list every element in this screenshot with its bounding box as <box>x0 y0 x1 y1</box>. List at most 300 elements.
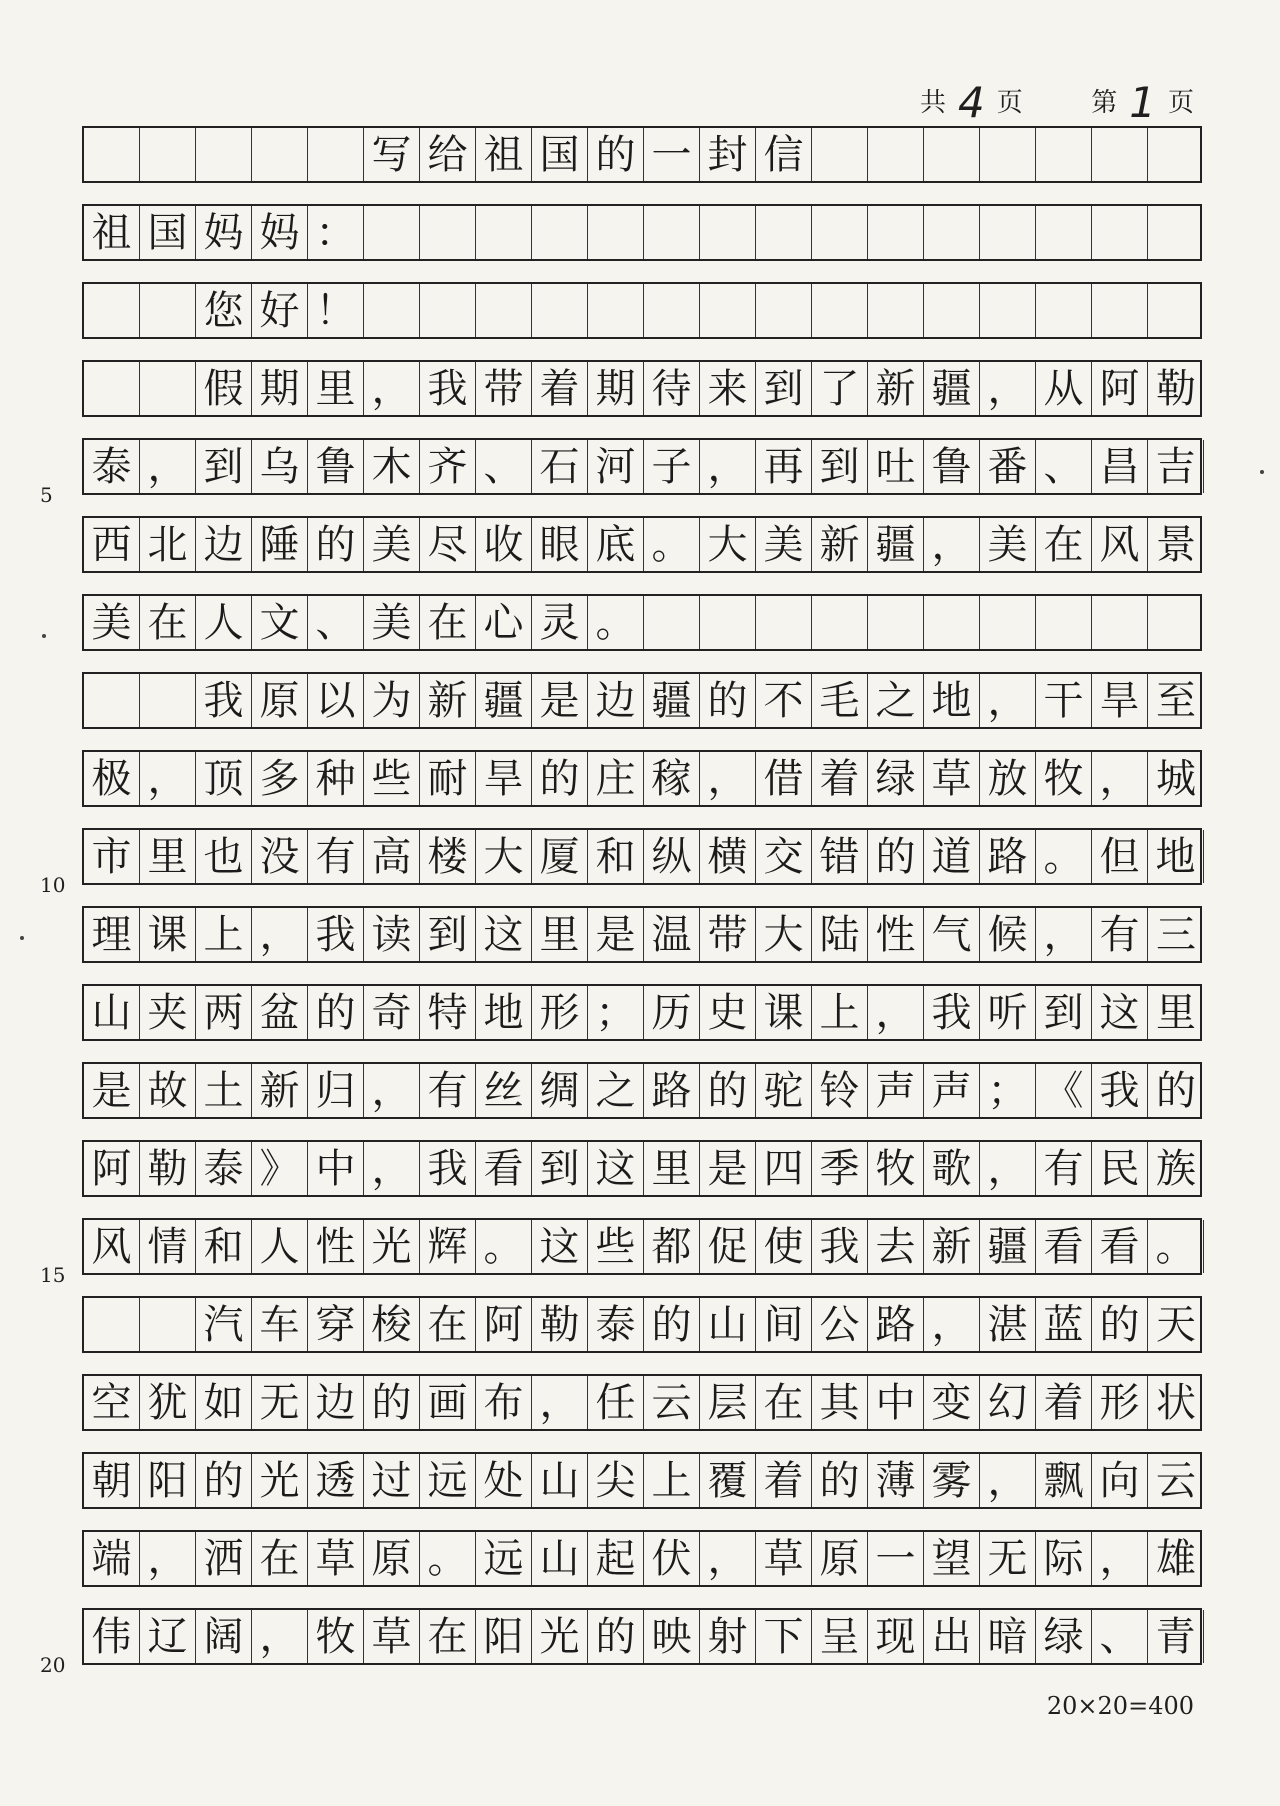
grid-cell <box>868 284 924 337</box>
grid-cell: 薄 <box>868 1454 924 1507</box>
grid-cell <box>1036 596 1092 649</box>
grid-cell: 一 <box>644 128 700 181</box>
grid-cell: 青 <box>1148 1610 1204 1663</box>
grid-cell: 祖 <box>476 128 532 181</box>
grid-cell: 、 <box>1092 1610 1148 1663</box>
grid-cell: 我 <box>196 674 252 727</box>
grid-cell: 光 <box>532 1610 588 1663</box>
grid-cell: 无 <box>252 1376 308 1429</box>
grid-cell <box>1148 284 1204 337</box>
grid-cell <box>532 206 588 259</box>
grid-cell: 里 <box>140 830 196 883</box>
grid-cell: 大 <box>756 908 812 961</box>
grid-cell: 以 <box>308 674 364 727</box>
grid-cell: 这 <box>588 1142 644 1195</box>
grid-cell <box>140 674 196 727</box>
grid-row <box>82 1530 1202 1587</box>
grid-cell: ， <box>364 362 420 415</box>
grid-cell: 心 <box>476 596 532 649</box>
grid-cell: 尽 <box>420 518 476 571</box>
grid-cell: 了 <box>812 362 868 415</box>
grid-cell <box>1148 206 1204 259</box>
grid-cell: 这 <box>476 908 532 961</box>
grid-cell: 至 <box>1156 677 1196 724</box>
grid-cell: 市 <box>84 830 140 883</box>
grid-cell: 番 <box>980 440 1036 493</box>
grid-cell: 原 <box>364 1532 420 1585</box>
grid-cell <box>812 128 868 181</box>
grid-cell: 现 <box>868 1610 924 1663</box>
grid-cell: 风 <box>1092 518 1148 571</box>
grid-cell: 下 <box>756 1610 812 1663</box>
grid-cell: 新 <box>868 362 924 415</box>
grid-cell: 画 <box>420 1376 476 1429</box>
grid-cell: 望 <box>924 1532 980 1585</box>
grid-cell <box>84 1298 140 1351</box>
grid-cell: 楼 <box>420 830 476 883</box>
grid-cell: 起 <box>588 1532 644 1585</box>
grid-cell: 如 <box>196 1376 252 1429</box>
grid-cell <box>980 284 1036 337</box>
grid-cell <box>84 362 140 415</box>
grid-cell: 湛 <box>980 1298 1036 1351</box>
grid-cell: ， <box>140 1532 196 1585</box>
grid-cell <box>1148 596 1204 649</box>
grid-cell <box>924 596 980 649</box>
grid-cell: 到 <box>420 908 476 961</box>
grid-cell: 性 <box>868 908 924 961</box>
grid-cell: 疆 <box>980 1220 1036 1273</box>
grid-cell: 中 <box>868 1376 924 1429</box>
grid-cell: 气 <box>924 908 980 961</box>
grid-cell: 信 <box>756 128 812 181</box>
grid-cell: 泰 <box>196 1142 252 1195</box>
grid-cell: 绸 <box>532 1064 588 1117</box>
grid-cell: 旱 <box>476 752 532 805</box>
page-header <box>920 78 1196 127</box>
grid-cell <box>420 284 476 337</box>
grid-cell: 土 <box>196 1064 252 1117</box>
grid-cell: 里 <box>308 362 364 415</box>
grid-cell: 是 <box>588 908 644 961</box>
grid-cell: 尖 <box>588 1454 644 1507</box>
grid-cell <box>980 206 1036 259</box>
grid-cell: 阿 <box>476 1298 532 1351</box>
grid-row <box>82 750 1202 807</box>
grid-cell: 呈 <box>812 1610 868 1663</box>
grid-cell: 。 <box>588 596 644 649</box>
grid-cell <box>196 128 252 181</box>
grid-cell <box>700 206 756 259</box>
grid-cell: 两 <box>196 986 252 1039</box>
grid-cell: 种 <box>308 752 364 805</box>
grid-cell: ： <box>308 206 364 259</box>
grid-cell: 的 <box>588 1610 644 1663</box>
grid-cell: 顶 <box>196 752 252 805</box>
grid-cell: 、 <box>476 440 532 493</box>
grid-cell: 路 <box>980 830 1036 883</box>
grid-cell <box>1092 128 1148 181</box>
grid-cell <box>700 284 756 337</box>
grid-cell: 阳 <box>140 1454 196 1507</box>
grid-cell: 之 <box>588 1064 644 1117</box>
current-page: 1 <box>1129 78 1158 127</box>
grid-cell: 鲁 <box>924 440 980 493</box>
grid-cell: 丝 <box>476 1064 532 1117</box>
grid-cell: 着 <box>1036 1376 1092 1429</box>
grid-cell: 辽 <box>140 1610 196 1663</box>
grid-cell: 透 <box>308 1454 364 1507</box>
grid-cell: 着 <box>756 1454 812 1507</box>
grid-cell: 上 <box>812 986 868 1039</box>
grid-cell: 其 <box>812 1376 868 1429</box>
grid-cell: 伏 <box>644 1532 700 1585</box>
grid-cell: 绿 <box>868 752 924 805</box>
grid-cell: 的 <box>364 1376 420 1429</box>
grid-cell: 阔 <box>196 1610 252 1663</box>
line-number: 20 <box>40 1653 66 1677</box>
grid-cell <box>868 206 924 259</box>
grid-cell: 温 <box>644 908 700 961</box>
grid-cell: 边 <box>308 1376 364 1429</box>
grid-cell: ！ <box>308 284 364 337</box>
grid-cell: 边 <box>588 674 644 727</box>
grid-cell: 路 <box>868 1298 924 1351</box>
grid-cell: ， <box>364 1142 420 1195</box>
grid-cell: 河 <box>588 440 644 493</box>
grid-cell: 陲 <box>252 518 308 571</box>
grid-cell: 横 <box>700 830 756 883</box>
grid-cell: 暗 <box>980 1610 1036 1663</box>
grid-cell: 新 <box>420 674 476 727</box>
line-number: 10 <box>40 873 66 897</box>
grid-cell <box>868 596 924 649</box>
grid-cell: 声 <box>924 1064 980 1117</box>
grid-cell: 写 <box>364 128 420 181</box>
grid-cell: 庄 <box>588 752 644 805</box>
grid-cell: 封 <box>700 128 756 181</box>
grid-cell: 些 <box>364 752 420 805</box>
grid-cell: 是 <box>700 1142 756 1195</box>
grid-cell: 出 <box>924 1610 980 1663</box>
grid-cell: 我 <box>1092 1064 1148 1117</box>
grid-cell: 国 <box>532 128 588 181</box>
grid-cell: 飘 <box>1036 1454 1092 1507</box>
grid-cell: 交 <box>756 830 812 883</box>
grid-cell: ， <box>1092 752 1148 805</box>
grid-cell: 归 <box>308 1064 364 1117</box>
grid-cell: 妈 <box>252 206 308 259</box>
grid-cell: 的 <box>196 1454 252 1507</box>
grid-cell <box>1036 284 1092 337</box>
grid-cell: 收 <box>476 518 532 571</box>
grid-cell: 新 <box>924 1220 980 1273</box>
grid-cell: 阿 <box>84 1142 140 1195</box>
grid-cell: ， <box>140 440 196 493</box>
grid-cell: 国 <box>140 206 196 259</box>
grid-cell <box>812 206 868 259</box>
grid-cell: 原 <box>812 1532 868 1585</box>
grid-cell: 疆 <box>924 362 980 415</box>
grid-cell <box>84 128 140 181</box>
grid-cell: ； <box>588 986 644 1039</box>
grid-row <box>82 1452 1202 1509</box>
grid-row <box>82 984 1202 1041</box>
total-pages: 4 <box>957 78 987 127</box>
grid-cell: 四 <box>756 1142 812 1195</box>
grid-cell: 候 <box>980 908 1036 961</box>
grid-cell: 但 <box>1092 830 1148 883</box>
grid-cell: 道 <box>924 830 980 883</box>
grid-cell: 草 <box>308 1532 364 1585</box>
grid-cell: 故 <box>140 1064 196 1117</box>
grid-cell <box>756 596 812 649</box>
grid-cell: 的 <box>700 674 756 727</box>
grid-cell: ， <box>252 908 308 961</box>
grid-cell: 着 <box>812 752 868 805</box>
grid-cell: 陆 <box>812 908 868 961</box>
grid-row <box>40 1218 1202 1287</box>
grid-cell: 从 <box>1036 362 1092 415</box>
grid-size-label: 20×20=400 <box>1046 1692 1194 1720</box>
grid-cell: 祖 <box>84 206 140 259</box>
grid-cell: ， <box>700 440 756 493</box>
grid-cell: 在 <box>756 1376 812 1429</box>
grid-cell: 间 <box>756 1298 812 1351</box>
grid-cell: 朝 <box>84 1454 140 1507</box>
grid-cell <box>924 206 980 259</box>
grid-cell: ， <box>924 1298 980 1351</box>
grid-cell: 《 <box>1036 1064 1092 1117</box>
grid-cell: 课 <box>140 908 196 961</box>
grid-cell <box>924 284 980 337</box>
grid-cell: 课 <box>756 986 812 1039</box>
grid-cell: 我 <box>924 986 980 1039</box>
grid-cell: 泰 <box>84 440 140 493</box>
grid-cell: ， <box>1036 908 1092 961</box>
grid-cell: 北 <box>140 518 196 571</box>
grid-cell <box>476 206 532 259</box>
grid-cell: 路 <box>644 1064 700 1117</box>
grid-cell: 际 <box>1036 1532 1092 1585</box>
grid-cell: 子 <box>644 440 700 493</box>
grid-cell: 读 <box>364 908 420 961</box>
grid-cell: 洒 <box>196 1532 252 1585</box>
grid-cell: 一 <box>868 1532 924 1585</box>
grid-cell: 为 <box>364 674 420 727</box>
grid-cell: 也 <box>196 830 252 883</box>
grid-cell: 季 <box>812 1142 868 1195</box>
grid-cell: 的 <box>644 1298 700 1351</box>
grid-cell: 车 <box>252 1298 308 1351</box>
grid-cell <box>140 1298 196 1351</box>
grid-cell: 泰 <box>588 1298 644 1351</box>
grid-cell: 变 <box>924 1376 980 1429</box>
grid-cell <box>588 206 644 259</box>
grid-cell: 的 <box>588 128 644 181</box>
grid-row <box>82 672 1202 729</box>
grid-cell: ， <box>980 1454 1036 1507</box>
grid-cell: 牧 <box>868 1142 924 1195</box>
grid-cell: 夹 <box>140 986 196 1039</box>
grid-cell: 形 <box>1092 1376 1148 1429</box>
grid-cell: 处 <box>476 1454 532 1507</box>
grid-cell: 疆 <box>476 674 532 727</box>
grid-cell: 的 <box>308 518 364 571</box>
grid-cell: 看 <box>476 1142 532 1195</box>
grid-cell: 我 <box>420 1142 476 1195</box>
total-label-suffix: 页 <box>996 88 1025 118</box>
grid-cell: 我 <box>812 1220 868 1273</box>
grid-row <box>82 360 1202 417</box>
grid-cell: 假 <box>196 362 252 415</box>
grid-row <box>82 1140 1202 1197</box>
grid-cell: 到 <box>532 1142 588 1195</box>
grid-cell: 族 <box>1156 1145 1196 1192</box>
grid-cell: 犹 <box>140 1376 196 1429</box>
grid-cell: 看 <box>1092 1220 1148 1273</box>
grid-cell: 多 <box>252 752 308 805</box>
grid-cell: 促 <box>700 1220 756 1273</box>
grid-cell: 射 <box>700 1610 756 1663</box>
grid-cell: 草 <box>924 752 980 805</box>
grid-cell: 的 <box>1092 1298 1148 1351</box>
grid-cell: 没 <box>252 830 308 883</box>
grid-cell: 耐 <box>420 752 476 805</box>
grid-cell: 中 <box>308 1142 364 1195</box>
grid-cell: ， <box>700 1532 756 1585</box>
grid-cell: 厦 <box>532 830 588 883</box>
grid-cell <box>84 284 140 337</box>
grid-cell: 文 <box>252 596 308 649</box>
grid-cell: 好 <box>252 284 308 337</box>
grid-cell: 状 <box>1156 1379 1196 1426</box>
page-label-prefix: 第 <box>1091 88 1120 118</box>
grid-cell: 是 <box>532 674 588 727</box>
grid-cell: 疆 <box>644 674 700 727</box>
grid-cell: 旱 <box>1092 674 1148 727</box>
grid-cell: 眼 <box>532 518 588 571</box>
grid-cell: 的 <box>812 1454 868 1507</box>
grid-cell: 穿 <box>308 1298 364 1351</box>
grid-cell: 地 <box>476 986 532 1039</box>
page-label-suffix: 页 <box>1167 88 1196 118</box>
grid-cell: 带 <box>700 908 756 961</box>
grid-cell <box>476 284 532 337</box>
grid-cell: 放 <box>980 752 1036 805</box>
grid-cell: 人 <box>252 1220 308 1273</box>
grid-cell: 有 <box>1036 1142 1092 1195</box>
grid-cell <box>252 128 308 181</box>
grid-cell: 形 <box>532 986 588 1039</box>
grid-cell: 有 <box>420 1064 476 1117</box>
grid-row <box>82 594 1202 651</box>
grid-cell: 您 <box>196 284 252 337</box>
grid-cell: 向 <box>1092 1454 1148 1507</box>
grid-cell: 去 <box>868 1220 924 1273</box>
grid-cell: 大 <box>476 830 532 883</box>
grid-cell: 民 <box>1092 1142 1148 1195</box>
grid-cell: 上 <box>196 908 252 961</box>
grid-cell: 地 <box>924 674 980 727</box>
grid-cell <box>700 596 756 649</box>
grid-cell: 齐 <box>420 440 476 493</box>
grid-cell: 原 <box>252 674 308 727</box>
grid-cell <box>140 128 196 181</box>
grid-row <box>82 516 1202 573</box>
grid-cell: ， <box>140 752 196 805</box>
grid-cell: 雄 <box>1156 1535 1196 1582</box>
grid-cell: 远 <box>420 1454 476 1507</box>
grid-cell: 空 <box>84 1376 140 1429</box>
grid-cell: 给 <box>420 128 476 181</box>
grid-cell: 牧 <box>1036 752 1092 805</box>
grid-cell <box>980 128 1036 181</box>
grid-cell: 在 <box>1036 518 1092 571</box>
grid-cell: 期 <box>252 362 308 415</box>
grid-cell: 上 <box>644 1454 700 1507</box>
grid-cell: 远 <box>476 1532 532 1585</box>
grid-cell: 草 <box>364 1610 420 1663</box>
grid-cell: 待 <box>644 362 700 415</box>
grid-cell: 在 <box>420 596 476 649</box>
grid-cell: 、 <box>308 596 364 649</box>
grid-cell: 声 <box>868 1064 924 1117</box>
grid-row <box>40 438 1202 507</box>
grid-cell: ， <box>252 1610 308 1663</box>
grid-cell: 地 <box>1148 830 1204 883</box>
grid-cell: 这 <box>1092 986 1148 1039</box>
grid-cell: 干 <box>1036 674 1092 727</box>
grid-cell: 有 <box>1092 908 1148 961</box>
grid-cell: 边 <box>196 518 252 571</box>
grid-cell: 和 <box>588 830 644 883</box>
grid-cell: 历 <box>644 986 700 1039</box>
grid-cell: 西 <box>84 518 140 571</box>
grid-cell: 阳 <box>476 1610 532 1663</box>
grid-cell: 新 <box>252 1064 308 1117</box>
grid-cell: 奇 <box>364 986 420 1039</box>
grid-cell: 人 <box>196 596 252 649</box>
grid-cell: 天 <box>1156 1301 1196 1348</box>
grid-cell: 期 <box>588 362 644 415</box>
grid-cell: 妈 <box>196 206 252 259</box>
grid-cell <box>364 206 420 259</box>
grid-cell: 疆 <box>868 518 924 571</box>
grid-cell: 牧 <box>308 1610 364 1663</box>
grid-cell: 阿 <box>1092 362 1148 415</box>
grid-cell: 映 <box>644 1610 700 1663</box>
grid-cell: 布 <box>476 1376 532 1429</box>
grid-cell: 山 <box>532 1532 588 1585</box>
grid-cell: 的 <box>700 1064 756 1117</box>
grid-cell: 里 <box>644 1142 700 1195</box>
grid-cell: 理 <box>84 908 140 961</box>
grid-cell: 伟 <box>84 1610 140 1663</box>
grid-cell: 我 <box>420 362 476 415</box>
grid-cell: 汽 <box>196 1298 252 1351</box>
grid-cell: 吐 <box>868 440 924 493</box>
grid-cell: 光 <box>252 1454 308 1507</box>
grid-cell: 幻 <box>980 1376 1036 1429</box>
grid-cell: 景 <box>1156 521 1196 568</box>
grid-cell: 在 <box>252 1532 308 1585</box>
grid-cell: 底 <box>588 518 644 571</box>
grid-cell <box>308 128 364 181</box>
grid-cell: 》 <box>252 1142 308 1195</box>
grid-cell <box>812 596 868 649</box>
grid-cell: 公 <box>812 1298 868 1351</box>
